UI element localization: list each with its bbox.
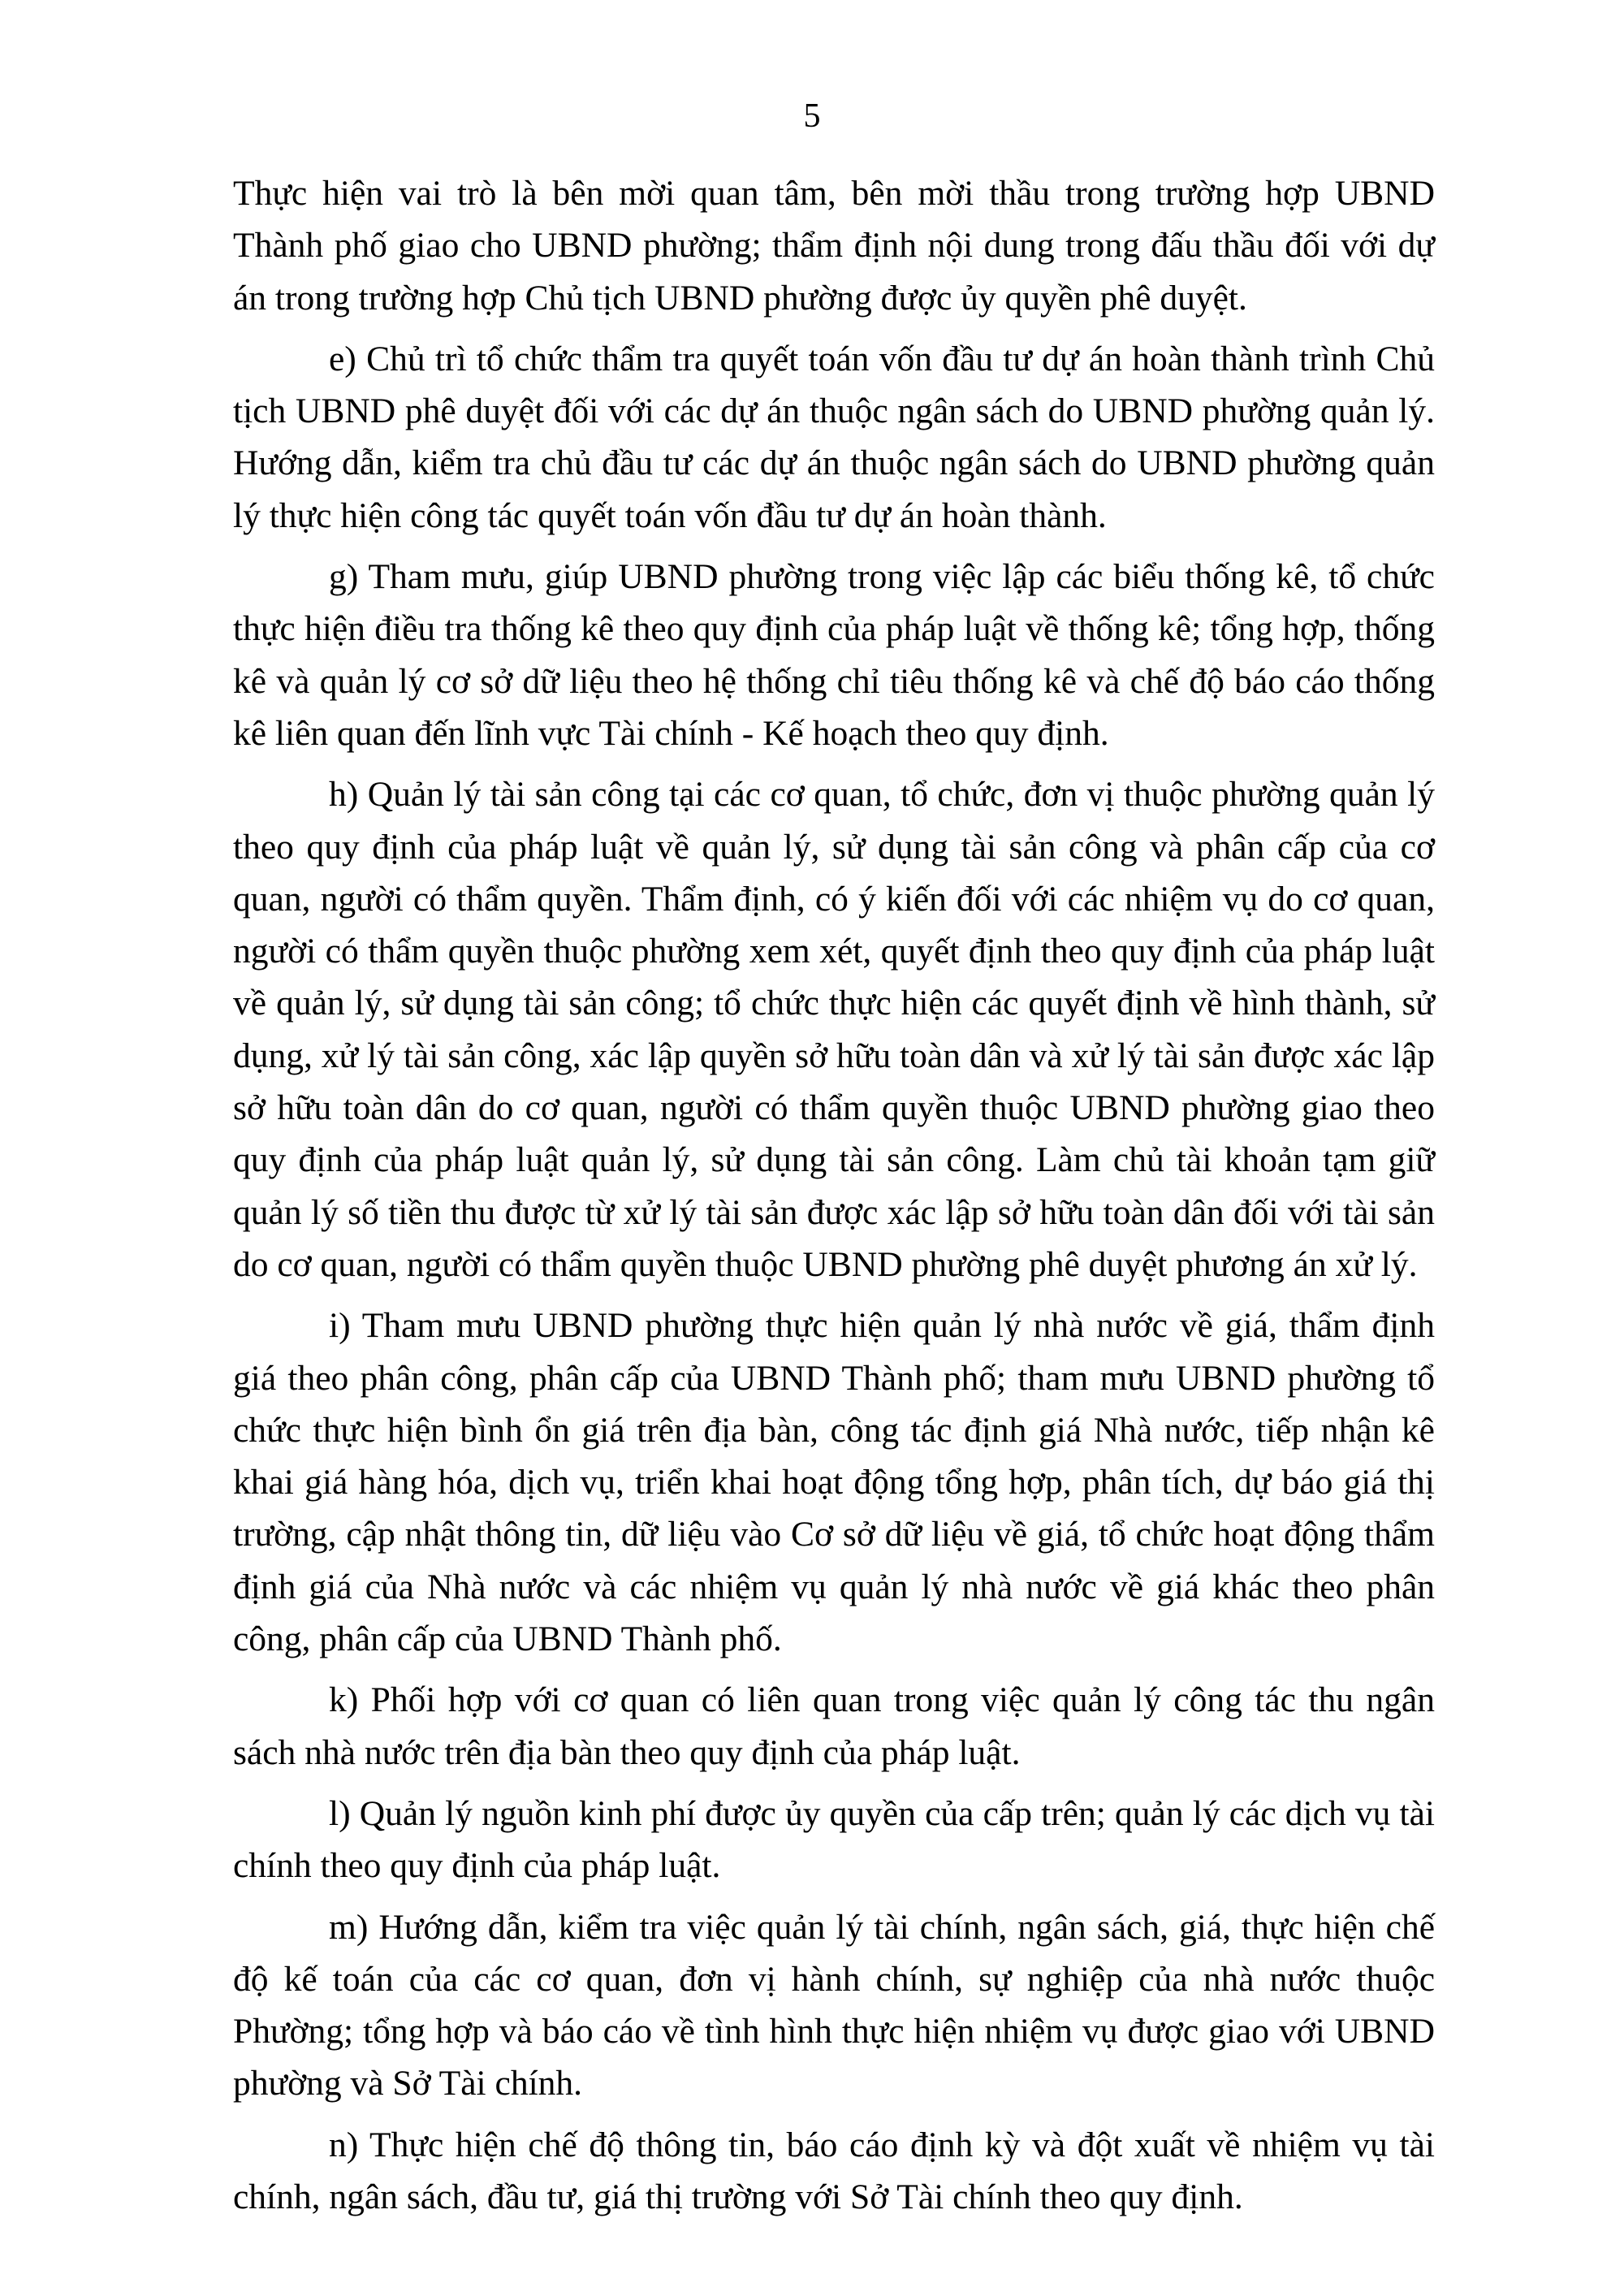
paragraph-continuation: Thực hiện vai trò là bên mời quan tâm, bên mời thầu trong trường hợp UBND Thành phố giao cho UBND phường; thẩm định nội dung trong đấu thầu đối với dự án trong trường hợp Chủ tịch UBND phường được ủy quyền phê duyệt. [233, 174, 1435, 318]
paragraph-n: n) Thực hiện chế độ thông tin, báo cáo định kỳ và đột xuất về nhiệm vụ tài chính, ngân sách, đầu tư, giá thị trường với Sở Tài chính theo quy định. [233, 2125, 1435, 2216]
paragraph-e: e) Chủ trì tổ chức thẩm tra quyết toán vốn đầu tư dự án hoàn thành trình Chủ tịch UBND phê duyệt đối với các dự án thuộc ngân sách do UBND phường quản lý. Hướng dẫn, kiểm tra chủ đầu tư các dự án thuộc ngân sách do UBND phường quản lý thực hiện công tác quyết toán vốn đầu tư dự án hoàn thành. [233, 339, 1435, 535]
paragraph-m: m) Hướng dẫn, kiểm tra việc quản lý tài chính, ngân sách, giá, thực hiện chế độ kế toán của các cơ quan, đơn vị hành chính, sự nghiệp của nhà nước thuộc Phường; tổng hợp và báo cáo về tình hình thực hiện nhiệm vụ được giao với UBND phường và Sở Tài chính. [233, 1907, 1435, 2104]
page-number: 5 [803, 97, 821, 135]
paragraph-g: g) Tham mưu, giúp UBND phường trong việc lập các biểu thống kê, tổ chức thực hiện điều tra thống kê theo quy định của pháp luật về thống kê; tổng hợp, thống kê và quản lý cơ sở dữ liệu theo hệ thống chỉ tiêu thống kê và chế độ báo cáo thống kê liên quan đến lĩnh vực Tài chính - Kế hoạch theo quy định. [233, 557, 1435, 753]
paragraph-l: l) Quản lý nguồn kinh phí được ủy quyền của cấp trên; quản lý các dịch vụ tài chính theo quy định của pháp luật. [233, 1793, 1435, 1886]
paragraph-k: k) Phối hợp với cơ quan có liên quan trong việc quản lý công tác thu ngân sách nhà nước trên địa bàn theo quy định của pháp luật. [233, 1680, 1435, 1772]
paragraph-i: i) Tham mưu UBND phường thực hiện quản lý nhà nước về giá, thẩm định giá theo phân công, phân cấp của UBND Thành phố; tham mưu UBND phường tổ chức thực hiện bình ổn giá trên địa bàn, công tác định giá Nhà nước, tiếp nhận kê khai giá hàng hóa, dịch vụ, triển khai hoạt động tổng hợp, phân tích, dự báo giá thị trường, cập nhật thông tin, dữ liệu vào Cơ sở dữ liệu về giá, tổ chức hoạt động thẩm định giá của Nhà nước và các nhiệm vụ quản lý nhà nước về giá khác theo phân công, phân cấp của UBND Thành phố. [233, 1306, 1435, 1659]
paragraph-h: h) Quản lý tài sản công tại các cơ quan, tổ chức, đơn vị thuộc phường quản lý theo quy định của pháp luật về quản lý, sử dụng tài sản công và phân cấp của cơ quan, người có thẩm quyền. Thẩm định, có ý kiến đối với các nhiệm vụ do cơ quan, người có thẩm quyền thuộc phường xem xét, quyết định theo quy định của pháp luật về quản lý, sử dụng tài sản công; tổ chức thực hiện các quyết định về hình thành, sử dụng, xử lý tài sản công, xác lập quyền sở hữu toàn dân và xử lý tài sản được xác lập sở hữu toàn dân do cơ quan, người có thẩm quyền thuộc UBND phường giao theo quy định của pháp luật quản lý, sử dụng tài sản công. Làm chủ tài khoản tạm giữ quản lý số tiền thu được từ xử lý tài sản được xác lập sở hữu toàn dân đối với tài sản do cơ quan, người có thẩm quyền thuộc UBND phường phê duyệt phương án xử lý. [233, 775, 1435, 1284]
document-body [233, 167, 1435, 2232]
